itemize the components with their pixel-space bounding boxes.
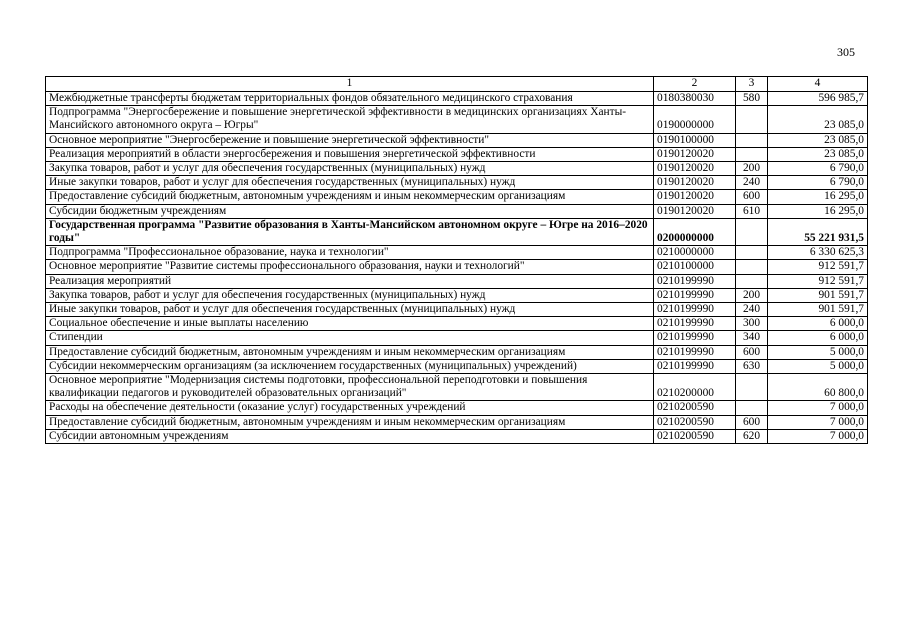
table-row [46,345,868,359]
header-col-3: 3 [736,77,768,92]
row-code-cell: 0210200000 [654,374,736,401]
row-name-cell: Закупка товаров, работ и услуг для обеспечения государственных (муниципальных) нужд [46,288,654,302]
row-code-cell: 0210199990 [654,288,736,302]
table-row [46,288,868,302]
row-name-cell: Расходы на обеспечение деятельности (оказание услуг) государственных учреждений [46,401,654,415]
row-code-cell: 0190120020 [654,176,736,190]
table-row [46,274,868,288]
row-name-cell: Реализация мероприятий [46,274,654,288]
row-code-cell: 0210199990 [654,303,736,317]
row-expense-type-cell: 340 [736,331,768,345]
row-name-cell: Основное мероприятие "Модернизация системы подготовки, профессиональной переподготовки и повышения квалификации педагогов и руководителей образовательных организаций" [46,374,654,401]
row-name-cell: Предоставление субсидий бюджетным, автономным учреждениям и иным некоммерческим организациям [46,345,654,359]
row-code-cell: 0210200590 [654,401,736,415]
row-expense-type-cell: 600 [736,190,768,204]
row-code-cell: 0210199990 [654,317,736,331]
page-number: 305 [837,45,855,59]
row-name-cell: Субсидии автономным учреждениям [46,429,654,443]
row-name-cell: Субсидии бюджетным учреждениям [46,204,654,218]
row-amount-cell: 7 000,0 [768,401,868,415]
row-code-cell: 0200000000 [654,218,736,245]
table-row [46,218,868,245]
row-name-cell: Реализация мероприятий в области энергосбережения и повышения энергетической эффективности [46,147,654,161]
table-row [46,260,868,274]
row-name-cell: Стипендии [46,331,654,345]
row-amount-cell: 16 295,0 [768,204,868,218]
table-row [46,429,868,443]
table-row [46,415,868,429]
row-code-cell: 0180380030 [654,92,736,106]
row-name-cell: Основное мероприятие "Развитие системы профессионального образования, науки и технологий" [46,260,654,274]
row-code-cell: 0210199990 [654,359,736,373]
table-row [46,317,868,331]
table-row [46,176,868,190]
row-code-cell: 0210100000 [654,260,736,274]
row-amount-cell: 6 790,0 [768,176,868,190]
row-expense-type-cell [736,147,768,161]
row-code-cell: 0190000000 [654,106,736,133]
row-expense-type-cell: 630 [736,359,768,373]
row-code-cell: 0190120020 [654,204,736,218]
row-amount-cell: 23 085,0 [768,147,868,161]
row-name-cell: Подпрограмма "Энергосбережение и повышение энергетической эффективности в медицинских организациях Ханты-Мансийского автономного округа – Югры" [46,106,654,133]
table-row [46,374,868,401]
row-code-cell: 0210200590 [654,415,736,429]
table-header-row [46,77,868,92]
row-amount-cell: 16 295,0 [768,190,868,204]
row-expense-type-cell [736,133,768,147]
row-name-cell: Государственная программа "Развитие образования в Ханты-Мансийском автономном округе – Югре на 2016–2020 годы" [46,218,654,245]
row-expense-type-cell: 240 [736,303,768,317]
table-row [46,162,868,176]
table-row [46,359,868,373]
row-expense-type-cell [736,401,768,415]
row-name-cell: Иные закупки товаров, работ и услуг для обеспечения государственных (муниципальных) нужд [46,176,654,190]
row-amount-cell: 6 330 625,3 [768,246,868,260]
header-col-2: 2 [654,77,736,92]
row-expense-type-cell [736,374,768,401]
row-code-cell: 0210200590 [654,429,736,443]
table-row [46,190,868,204]
header-col-1: 1 [46,77,654,92]
row-expense-type-cell: 610 [736,204,768,218]
row-expense-type-cell [736,260,768,274]
row-code-cell: 0210199990 [654,331,736,345]
budget-table [45,76,868,444]
table-row [46,133,868,147]
row-amount-cell: 5 000,0 [768,345,868,359]
row-expense-type-cell: 620 [736,429,768,443]
table-row [46,303,868,317]
row-amount-cell: 55 221 931,5 [768,218,868,245]
row-amount-cell: 901 591,7 [768,303,868,317]
row-amount-cell: 6 000,0 [768,317,868,331]
row-code-cell: 0190120020 [654,190,736,204]
row-code-cell: 0210000000 [654,246,736,260]
row-expense-type-cell: 600 [736,415,768,429]
row-expense-type-cell: 240 [736,176,768,190]
row-name-cell: Основное мероприятие "Энергосбережение и повышение энергетической эффективности" [46,133,654,147]
row-name-cell: Предоставление субсидий бюджетным, автономным учреждениям и иным некоммерческим организациям [46,190,654,204]
row-amount-cell: 7 000,0 [768,429,868,443]
row-expense-type-cell [736,218,768,245]
header-col-4: 4 [768,77,868,92]
table-row [46,147,868,161]
row-name-cell: Предоставление субсидий бюджетным, автономным учреждениям и иным некоммерческим организациям [46,415,654,429]
table-row [46,401,868,415]
table-row [46,246,868,260]
row-amount-cell: 60 800,0 [768,374,868,401]
row-expense-type-cell [736,274,768,288]
row-amount-cell: 23 085,0 [768,133,868,147]
row-amount-cell: 912 591,7 [768,260,868,274]
table-body [46,92,868,444]
row-expense-type-cell [736,106,768,133]
row-name-cell: Иные закупки товаров, работ и услуг для обеспечения государственных (муниципальных) нужд [46,303,654,317]
row-amount-cell: 901 591,7 [768,288,868,302]
row-name-cell: Социальное обеспечение и иные выплаты населению [46,317,654,331]
row-expense-type-cell: 300 [736,317,768,331]
row-amount-cell: 5 000,0 [768,359,868,373]
row-code-cell: 0190100000 [654,133,736,147]
row-amount-cell: 912 591,7 [768,274,868,288]
row-amount-cell: 23 085,0 [768,106,868,133]
row-amount-cell: 7 000,0 [768,415,868,429]
row-expense-type-cell: 580 [736,92,768,106]
table-row [46,204,868,218]
row-code-cell: 0210199990 [654,274,736,288]
row-code-cell: 0190120020 [654,162,736,176]
row-expense-type-cell: 600 [736,345,768,359]
row-code-cell: 0210199990 [654,345,736,359]
row-code-cell: 0190120020 [654,147,736,161]
table-row [46,331,868,345]
row-amount-cell: 6 000,0 [768,331,868,345]
row-name-cell: Субсидии некоммерческим организациям (за исключением государственных (муниципальных) учреждений) [46,359,654,373]
row-amount-cell: 6 790,0 [768,162,868,176]
table-row [46,106,868,133]
row-name-cell: Подпрограмма "Профессиональное образование, наука и технологии" [46,246,654,260]
row-name-cell: Межбюджетные трансферты бюджетам территориальных фондов обязательного медицинского страхования [46,92,654,106]
row-amount-cell: 596 985,7 [768,92,868,106]
row-expense-type-cell: 200 [736,162,768,176]
table-row [46,92,868,106]
row-expense-type-cell: 200 [736,288,768,302]
row-expense-type-cell [736,246,768,260]
row-name-cell: Закупка товаров, работ и услуг для обеспечения государственных (муниципальных) нужд [46,162,654,176]
